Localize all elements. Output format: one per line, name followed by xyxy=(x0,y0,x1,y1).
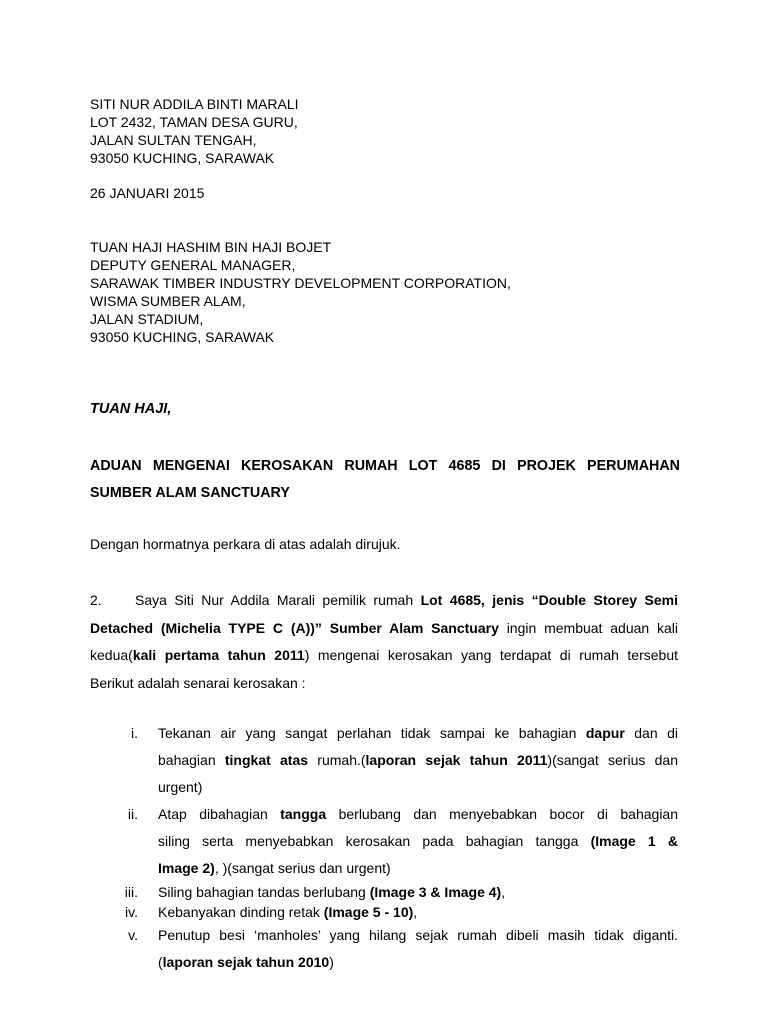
list-item: i. Tekanan air yang sangat perlahan tidak sampai ke bahagian dapur dan di bahagian tingkat atas rumah.(laporan sejak tahun 2011)(sangat serius dan urgent) xyxy=(90,720,678,801)
list-number: ii. xyxy=(127,806,138,822)
recipient-line: 93050 KUCHING, SARAWAK xyxy=(90,329,275,345)
list-item: iv. Kebanyakan dinding retak (Image 5 - 10), xyxy=(90,902,678,922)
date-text: 26 JANUARI 2015 xyxy=(90,185,205,201)
list-number: v. xyxy=(128,927,138,943)
recipient-address xyxy=(90,238,680,346)
paragraph-line: kedua(kali pertama tahun 2011) mengenai kerosakan yang terdapat di rumah tersebut xyxy=(90,647,678,663)
sender-line: 93050 KUCHING, SARAWAK xyxy=(90,150,275,166)
sender-line: JALAN SULTAN TENGAH, xyxy=(90,132,257,148)
paragraph-2 xyxy=(90,587,678,697)
intro-paragraph xyxy=(90,535,680,553)
intro-text: Dengan hormatnya perkara di atas adalah dirujuk. xyxy=(90,536,401,552)
salutation xyxy=(90,400,680,418)
list-item: v. Penutup besi ‘manholes’ yang hilang sejak rumah dibeli masih tidak diganti. (laporan sejak tahun 2010) xyxy=(90,922,678,976)
paragraph-line: Detached (Michelia TYPE C (A))” Sumber Alam Sanctuary ingin membuat aduan kali xyxy=(90,619,678,636)
paragraph-line: Berikut adalah senarai kerosakan : xyxy=(90,674,306,691)
paragraph-number: 2. xyxy=(90,592,102,608)
subject-line-2: SUMBER ALAM SANCTUARY xyxy=(90,485,290,501)
recipient-line: TUAN HAJI HASHIM BIN HAJI BOJET xyxy=(90,239,332,255)
salutation-text: TUAN HAJI, xyxy=(90,401,172,417)
list-number: i. xyxy=(131,725,138,741)
paragraph-line: 2. Saya Siti Nur Addila Marali pemilik rumah Lot 4685, jenis “Double Storey Semi xyxy=(90,587,678,615)
recipient-line: SARAWAK TIMBER INDUSTRY DEVELOPMENT CORPORATION, xyxy=(90,275,511,291)
sender-address xyxy=(90,95,680,167)
letter-date xyxy=(90,184,680,202)
list-item: ii. Atap dibahagian tangga berlubang dan menyebabkan bocor di bahagian siling serta menyebabkan kerosakan pada bahagian tangga (Image 1 & Image 2), )(sangat serius dan urgent) xyxy=(90,801,678,882)
recipient-line: DEPUTY GENERAL MANAGER, xyxy=(90,257,296,273)
list-item: iii. Siling bahagian tandas berlubang (Image 3 & Image 4), xyxy=(90,882,678,902)
subject-heading xyxy=(90,453,680,507)
subject-line-1: ADUAN MENGENAI KEROSAKAN RUMAH LOT 4685 DI PROJEK PERUMAHAN xyxy=(90,458,680,474)
damage-list xyxy=(90,720,678,976)
list-number: iii. xyxy=(124,884,138,900)
list-number: iv. xyxy=(125,904,138,920)
sender-line: LOT 2432, TAMAN DESA GURU, xyxy=(90,114,298,130)
recipient-line: WISMA SUMBER ALAM, xyxy=(90,293,246,309)
recipient-line: JALAN STADIUM, xyxy=(90,311,204,327)
sender-line: SITI NUR ADDILA BINTI MARALI xyxy=(90,96,299,112)
